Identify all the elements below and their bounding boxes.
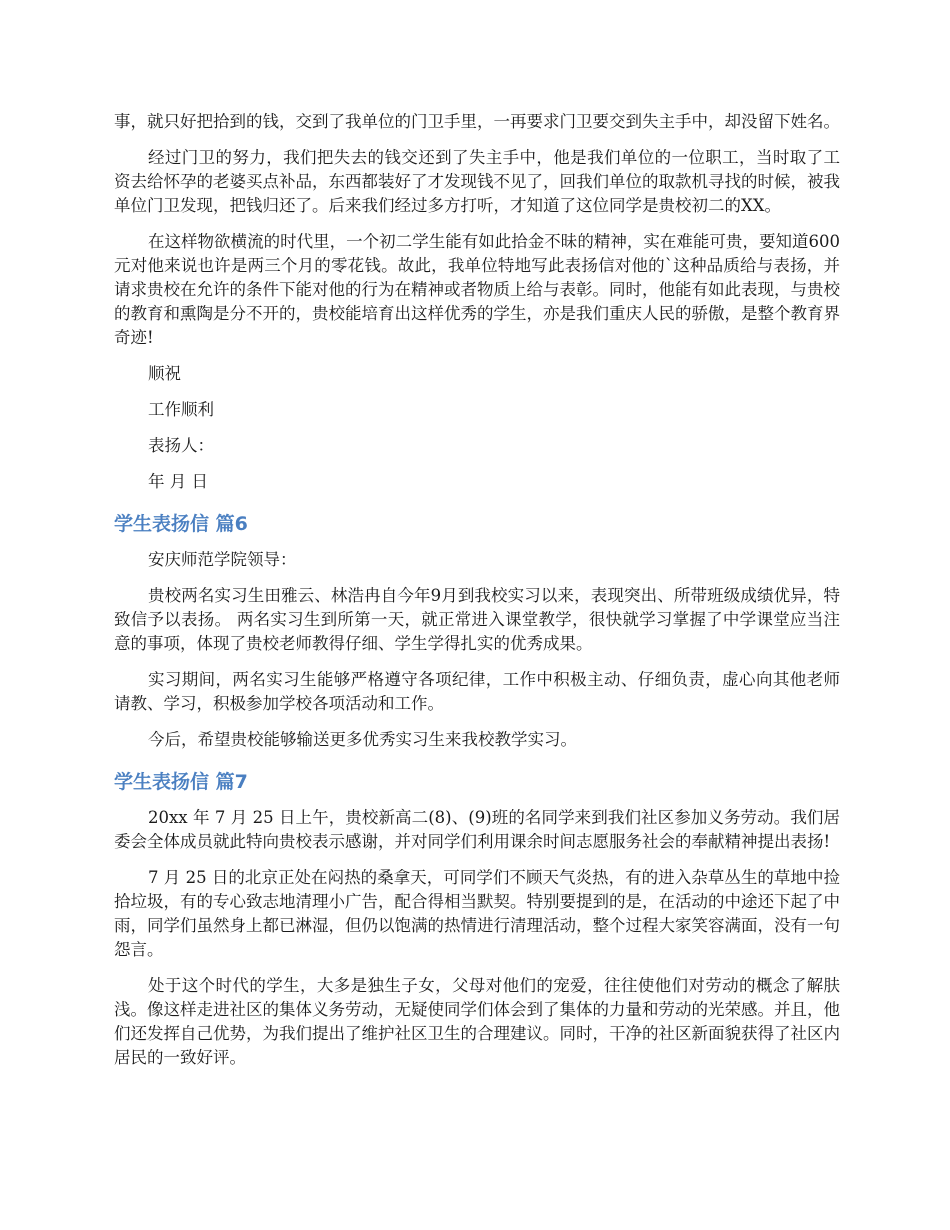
paragraph: 在这样物欲横流的时代里，一个初二学生能有如此拾金不昧的精神，实在难能可贵，要知道600元对他来说也许是两三个月的零花钱。故此，我单位特地写此表扬信对他的`这种品质给与表扬，并请求贵校在允许的条件下能对他的行为在精神或者物质上给与表彰。同时，他能有如此表现，与贵校的教育和熏陶是分不开的，贵校能培育出这样优秀的学生，亦是我们重庆人民的骄傲，是整个教育界奇迹!	[114, 232, 840, 347]
paragraph: 今后，希望贵校能够输送更多优秀实习生来我校教学实习。	[148, 730, 577, 749]
paragraph: 事，就只好把拾到的钱，交到了我单位的门卫手里，一再要求门卫要交到失主手中，却没留下姓名。	[114, 112, 840, 131]
closing-regards: 顺祝	[148, 364, 181, 383]
closing-wish: 工作顺利	[148, 400, 214, 419]
paragraph: 实习期间，两名实习生能够严格遵守各项纪律，工作中积极主动、仔细负责，虚心向其他老师请教、学习，积极参加学校各项活动和工作。	[114, 670, 840, 713]
paragraph: 贵校两名实习生田雅云、林浩冉自今年9月到我校实习以来，表现突出、所带班级成绩优异，特致信予以表扬。 两名实习生到所第一天，就正常进入课堂教学，很快就学习掌握了中学课堂应当注意的事项，体现了贵校老师教得仔细、学生学得扎实的优秀成果。	[114, 586, 840, 653]
section-heading-7: 学生表扬信 篇7	[114, 771, 248, 793]
closing-date: 年 月 日	[148, 472, 208, 491]
salutation: 安庆师范学院领导：	[148, 550, 297, 569]
document-page	[114, 110, 840, 1082]
paragraph: 7 月 25 日的北京正处在闷热的桑拿天，可同学们不顾天气炎热，有的进入杂草丛生的草地中捡拾垃圾，有的专心致志地清理小广告，配合得相当默契。特别要提到的是，在活动的中途还下起了中雨，同学们虽然身上都已淋湿，但仍以饱满的热情进行清理活动，整个过程大家笑容满面，没有一句怨言。	[114, 868, 840, 959]
paragraph: 处于这个时代的学生，大多是独生子女，父母对他们的宠爱，往往使他们对劳动的概念了解肤浅。像这样走进社区的集体义务劳动，无疑使同学们体会到了集体的力量和劳动的光荣感。并且，他们还发挥自己优势，为我们提出了维护社区卫生的合理建议。同时，干净的社区新面貌获得了社区内居民的一致好评。	[114, 976, 840, 1067]
paragraph: 经过门卫的努力，我们把失去的钱交还到了失主手中，他是我们单位的一位职工，当时取了工资去给怀孕的老婆买点补品，东西都装好了才发现钱不见了，回我们单位的取款机寻找的时候，被我单位门卫发现，把钱归还了。后来我们经过多方打听，才知道了这位同学是贵校初二的XX。	[114, 148, 840, 215]
closing-signer: 表扬人：	[148, 436, 214, 455]
section-heading-6: 学生表扬信 篇6	[114, 513, 248, 535]
paragraph: 20xx 年 7 月 25 日上午，贵校新高二(8)、(9)班的名同学来到我们社区参加义务劳动。我们居委会全体成员就此特向贵校表示感谢，并对同学们利用课余时间志愿服务社会的奉献精神提出表扬!	[114, 808, 840, 851]
